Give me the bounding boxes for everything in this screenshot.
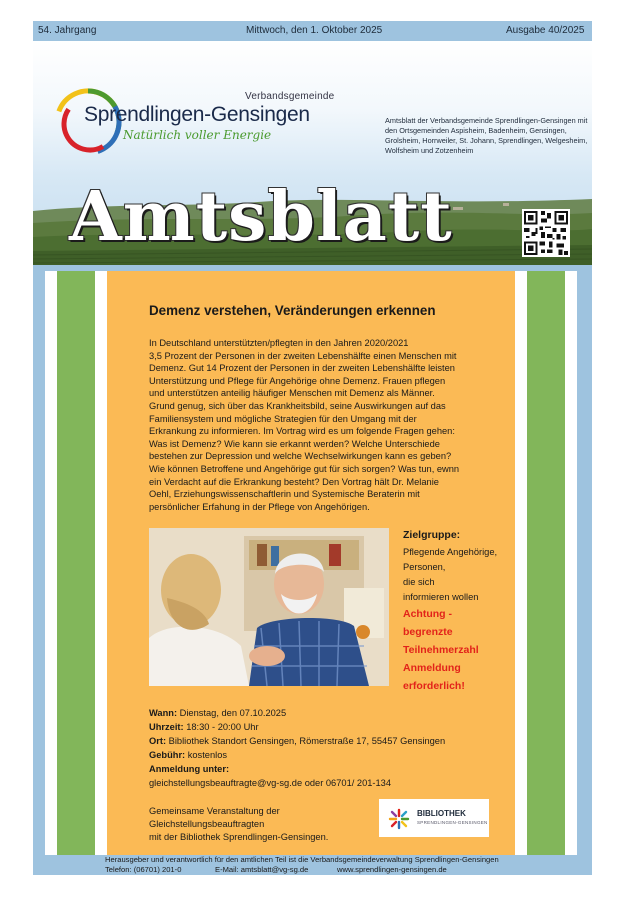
volume-number: 54. Jahrgang xyxy=(38,25,97,36)
zielgruppe-line: informieren wollen xyxy=(403,592,479,602)
article-area xyxy=(45,271,577,855)
amtsblatt-page xyxy=(33,21,592,875)
photo-caregiver-with-elderly-man xyxy=(149,528,389,686)
event-card xyxy=(107,271,515,855)
footer xyxy=(33,854,592,875)
library-star-icon xyxy=(387,807,411,831)
article-title: Demenz verstehen, Veränderungen erkennen xyxy=(149,303,436,318)
issue-date: Mittwoch, den 1. Oktober 2025 xyxy=(246,25,383,36)
top-bar xyxy=(33,21,592,41)
footer-website[interactable]: www.sprendlingen-gensingen.de xyxy=(337,865,447,874)
library-subtitle: SPRENDLINGEN-GENSINGEN xyxy=(417,820,488,825)
zielgruppe-line: Personen, xyxy=(403,562,446,572)
library-name: BIBLIOTHEK xyxy=(417,809,466,818)
registration-contact: gleichstellungsbeauftragte@vg-sg.de oder 06701/ 201-134 xyxy=(149,778,392,788)
event-time: Uhrzeit: 18:30 - 20:00 Uhr xyxy=(149,722,259,732)
footer-email[interactable]: E-Mail: amtsblatt@vg-sg.de xyxy=(215,865,309,874)
registration-label: Anmeldung unter: xyxy=(149,764,230,774)
warning-line: begrenzte xyxy=(403,626,453,638)
footer-publisher: Herausgeber und verantwortlich für den amtlichen Teil ist die Verbandsgemeindeverwaltung Sprendlingen-Gensingen xyxy=(105,855,499,864)
header-description: Amtsblatt der Verbandsgemeinde Sprendlingen-Gensingen mit den Ortsgemeinden Aspisheim, Badenheim, Gensingen, Grolsheim, Horrweiler, St. Johann, Sprendlingen, Welgesheim, Wolfsheim und Zotzenheim xyxy=(385,116,588,155)
event-location: Ort: Bibliothek Standort Gensingen, Römerstraße 17, 55457 Gensingen xyxy=(149,736,446,746)
zielgruppe-heading: Zielgruppe: xyxy=(403,529,461,541)
joint-event-line: mit der Bibliothek Sprendlingen-Gensingen. xyxy=(149,832,329,842)
warning-line: Achtung - xyxy=(403,608,452,620)
masthead-title: Amtsblatt xyxy=(69,177,453,257)
left-green-stripe xyxy=(57,271,95,855)
footer-phone: Telefon: (06701) 201-0 xyxy=(105,865,182,874)
warning-line: erforderlich! xyxy=(403,680,465,692)
event-date: Wann: Dienstag, den 07.10.2025 xyxy=(149,708,287,718)
zielgruppe-line: die sich xyxy=(403,577,435,587)
warning-line: Teilnehmerzahl xyxy=(403,644,479,656)
qr-code-icon xyxy=(522,209,570,257)
event-fee: Gebühr: kostenlos xyxy=(149,750,228,760)
joint-event-line: Gleichstellungsbeauftragten xyxy=(149,819,265,829)
issue-number: Ausgabe 40/2025 xyxy=(506,25,585,36)
library-logo xyxy=(379,799,489,837)
masthead-header xyxy=(33,41,592,265)
right-green-stripe xyxy=(527,271,565,855)
vg-tagline: Natürlich voller Energie xyxy=(123,128,272,142)
joint-event-line: Gemeinsame Veranstaltung der xyxy=(149,806,280,816)
vg-label: Verbandsgemeinde xyxy=(245,91,335,102)
article-body: In Deutschland unterstützten/pflegten in den Jahren 2020/2021 3,5 Prozent der Personen in der zweiten Lebenshälfte einen Menschen mit Demenz. Gut 14 Prozent der Personen in der zweiten Lebenshälfte leisten Unterstützung und Pflege für Angehörige ohne Demenz. Frauen pflegen und unterstützen anteilig häufiger Menschen mit Demenz als Männer. Grund genug, sich über das Krankheitsbild, seine Auswirkungen auf das Familiensystem und mögliche Strategien für den Umgang mit der Erkrankung zu informieren. Im Vortrag wird es um folgende Fragen gehen: Was ist Demenz? Wie kann sie erkannt werden? Welche Unterschiede bestehen zur Depression und welche Wechselwirkungen kann es geben? Wie können Betroffene und Angehörige gut für sich sorgen? Was tun, ewnn ein Verdacht auf die Erkrankung besteht? Den Vortrag hält Dr. Melanie Oehl, Erziehungswissenschaftlerin und Systemische Beraterin mit persönlicher Erfahung in der Pflege von Angehörigen. xyxy=(149,338,460,512)
zielgruppe-line: Pflegende Angehörige, xyxy=(403,547,498,557)
vg-name: Sprendlingen-Gensingen xyxy=(84,103,310,126)
warning-line: Anmeldung xyxy=(403,662,461,674)
